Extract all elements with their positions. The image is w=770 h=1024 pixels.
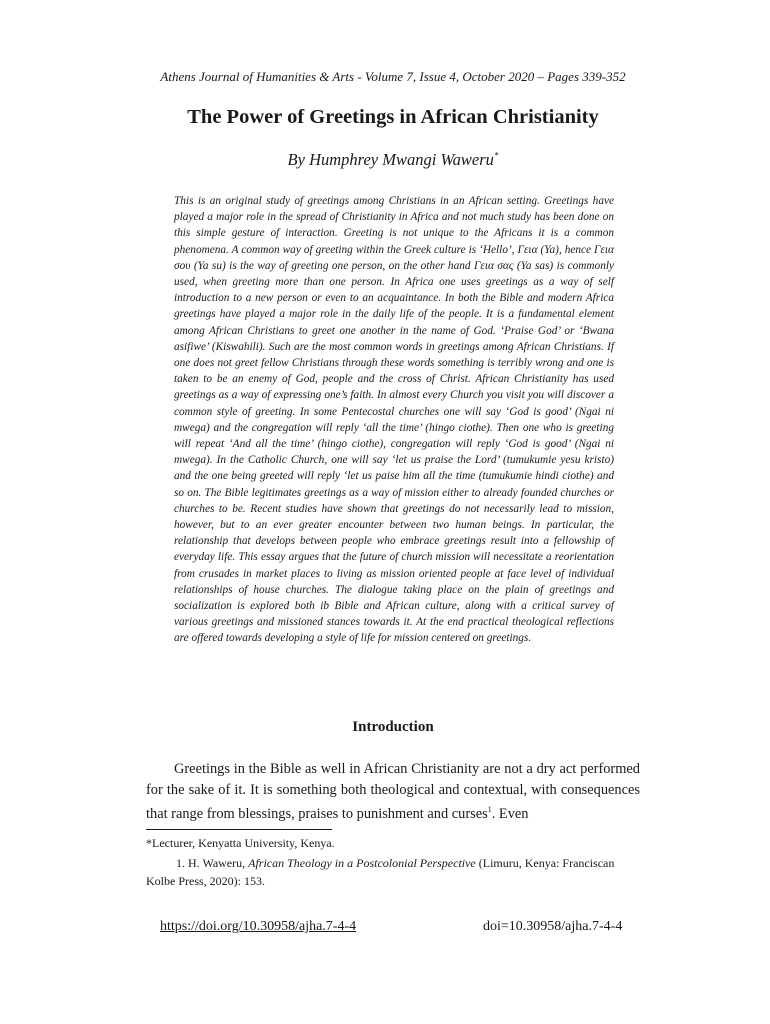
author-footnote-marker[interactable]: * — [493, 150, 499, 161]
paper-title: The Power of Greetings in African Christianity — [187, 106, 599, 128]
introduction-paragraph — [146, 759, 640, 824]
doi-link[interactable]: https://doi.org/10.30958/ajha.7-4-4 — [160, 919, 357, 934]
section-heading-introduction: Introduction — [352, 719, 434, 735]
footnote-1-title: African Theology in a Postcolonial Perspective — [248, 856, 476, 870]
footnote-affiliation: *Lecturer, Kenyatta University, Kenya. — [146, 836, 335, 850]
footnote-1-suffix: (Limuru, Kenya: Franciscan Kolbe Press, 2020): 153. — [146, 856, 615, 888]
doi-text: doi=10.30958/ajha.7-4-4 — [483, 919, 623, 934]
abstract: This is an original study of greetings among Christians in an African setting. Greetings have played a major role in the spread of Christianity in Africa and not much study has been done on this simple gesture of interaction. Greeting is not unique to the Africans it is a common phenomena. A common way of greeting within the Greek culture is ‘Hello’, Γεια (Ya), hence Γεια σου (Ya su) is the way of greeting one person, on the other hand Γεια σας (Ya sas) is commonly used, when greeting more than one person. In Africa one uses greetings as a way of self introduction to a new person or even to an acquaintance. In both the Bible and modern Africa greetings have played a major role in the daily life of the people. It is a fundamental element among African Christians to greet one another in the name of God. ‘Praise God’ or ‘Bwana asifiwe’ (Kiswahili). Such are the most common words in greetings among African Christians. If one does not greet fellow Christians through these words something is terribly wrong and one is taken to be an enemy of God, people and the cross of Christ. African Christianity has used greetings as a way of expressing one’s faith. In almost every Church you visit you will discover a common style of greeting. In some Pentecostal churches one will say ‘God is good’ (Ngai ni mwega) and the congregation will reply ‘all the time’ (hingo ciothe). Then one who is greeting will repeat ‘And all the time’ (hingo ciothe), congregation will reply ‘God is good’ (Ngai ni mwega). In the Catholic Church, one will say ‘let us praise the Lord’ (tumukumie yesu kristo) and the one being greeted will reply ‘let us paise him all the time (tumukumie hindi ciothe) and so on. The Bible legitimates greetings as a way of mission either to already founded churches or churches to be. Recent studies have shown that greetings do not necessarily lead to mission, however, but to an ever greater encounter between two human beings. In particular, the relationship that develops between people who embrace greetings result into a fellowship of everyday life. This essay argues that the future of church mission will necessitate a reorientation from crusades in market places to living as mission oriented people at face level of individual relationships of house churches. The dialogue taking place on the plain of greetings and socialization is explored both ib Bible and African culture, along with a critical survey of various greetings and missioned stances towards it. At the end practical theological reflections are offered towards developing a style of life for mission centered on greetings. — [174, 195, 614, 645]
running-head: Athens Journal of Humanities & Arts - Volume 7, Issue 4, October 2020 – Pages 339-352 — [160, 69, 626, 84]
introduction-text: Greetings in the Bible as well in African Christianity are not a dry act performed for the sake of it. It is something both theological and contextual, with consequences that range from blessings, praises to punishment and curses — [146, 761, 640, 822]
introduction-text-end: . Even — [491, 805, 529, 822]
footnote-1 — [146, 854, 640, 890]
footnote-1-prefix: 1. H. Waweru, — [176, 856, 249, 870]
footnote-rule — [146, 829, 332, 830]
footnote-ref-1[interactable]: 1 — [487, 805, 492, 814]
author-name: By Humphrey Mwangi Waweru — [287, 150, 494, 169]
author-line — [146, 150, 640, 170]
